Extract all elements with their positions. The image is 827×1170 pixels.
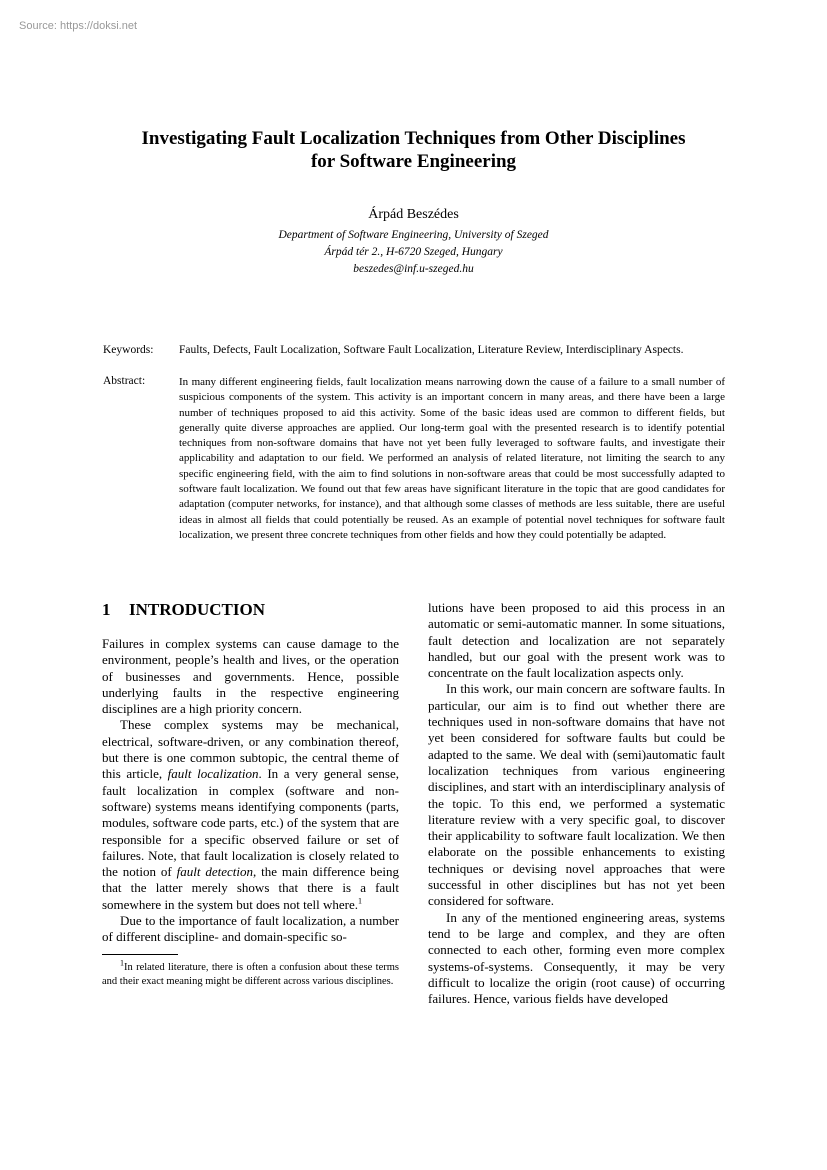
- title-line-2: for Software Engineering: [310, 151, 517, 172]
- section-number: 1: [102, 600, 111, 619]
- title-line-1: Investigating Fault Localization Techniques from Other Disciplines: [141, 128, 686, 149]
- paper-title: [60, 127, 767, 173]
- section-title: INTRODUCTION: [129, 600, 266, 619]
- section-heading: [102, 600, 399, 620]
- abstract-label: Abstract:: [103, 375, 146, 387]
- left-column: [102, 600, 399, 989]
- abstract-text: In many different engineering fields, fault localization means narrowing down the cause of a failure to a small number of suspicious components of the system. This activity is an important concern in many areas, and there have been a large number of techniques proposed to aid this activity. Some of the basic ideas used are common to different fields, but generally quite diverse approaches are applied. Our long-term goal with the presented research is to identify potential techniques from non-software domains that have not yet been fully leveraged to software faults, and investigate their applicability and adaptation to our field. We performed an analysis of related literature, not limiting the search to any specific engineering field, with the aim to find solutions in non-software areas that could be most successfully adapted to software fault localization. We found out that few areas have significant literature in the topic that are good candidates for adaptation (computer networks, for instance), and that although some classes of methods are less suitable, there are useful ideas in almost all fields that could potentially be reused. As an example of potential novel techniques for software fault localization, we present three concrete techniques from other fields and how they could potentially be adapted.: [179, 376, 725, 541]
- keywords-text: Faults, Defects, Fault Localization, Software Fault Localization, Literature Review, Interdisciplinary Aspects.: [179, 344, 684, 356]
- paragraph: These complex systems may be mechanical, electrical, software-driven, or any combination thereof, but there is one common subtopic, the central theme of this article, fault localization. In a very general sense, fault localization in complex (software and non-software) systems means identifying components (parts, modules, software code parts, etc.) of the system that are responsible for a specific observed failure or set of failures. Note, that fault localization is closely related to the notion of fault detection, the main difference being that the latter merely shows that there is a fault somewhere in the system but does not tell where.$^1$: [102, 717, 399, 912]
- paragraph: Due to the importance of fault localization, a number of different discipline- and domain-specific so-: [102, 913, 399, 945]
- author-name: Árpád Beszédes: [368, 207, 459, 222]
- emphasis: fault localization: [167, 766, 259, 782]
- paragraph: lutions have been proposed to aid this process in an automatic or semi-automatic manner. In some situations, fault detection and localization are not separately handled, but our goal with the present work was to concentrate on the fault localization aspects only.: [428, 600, 725, 681]
- source-watermark: Source: https://doksi.net: [19, 20, 138, 32]
- emphasis: fault detection: [176, 864, 253, 880]
- author-email: beszedes@inf.u-szeged.hu: [353, 263, 474, 275]
- keywords-label: Keywords:: [103, 344, 154, 356]
- paragraph: In any of the mentioned engineering areas, systems tend to be large and complex, and they are often connected to each other, forming even more complex systems-of-systems. Consequently, it may be very difficult to localize the origin (root cause) of occurring failures. Hence, various fields have developed: [428, 909, 725, 1007]
- paragraph: Failures in complex systems can cause damage to the environment, people’s health and lives, or the operation of businesses and governments. Hence, possible underlying faults in the respective engineering disciplines are a high priority concern.: [102, 636, 399, 717]
- right-column: [428, 600, 725, 1007]
- footnote-ref: 1: [357, 896, 362, 906]
- footnote-mark: 1: [120, 958, 124, 968]
- footnote-rule: [102, 954, 178, 955]
- paragraph: In this work, our main concern are software faults. In particular, our aim is to find out whether there are techniques used in non-software domains that have not yet been considered for software faults but could be adapted to the same. We deal with (semi)automatic fault localization techniques from various engineering disciplines, and start with an interdisciplinary analysis of the topic. To this end, we performed a systematic literature review with a very specific goal, to discover their applicability to software fault localization. We then elaborate on the possible enhancements to existing techniques or devising novel approaches that were successful in other disciplines but has not yet been considered for software.: [428, 681, 725, 909]
- affiliation-address: Árpád tér 2., H-6720 Szeged, Hungary: [324, 246, 503, 258]
- affiliation-department: Department of Software Engineering, University of Szeged: [278, 229, 549, 241]
- footnote: $^1$In related literature, there is often a confusion about these terms and their exact meaning might be different across various disciplines.: [102, 958, 399, 987]
